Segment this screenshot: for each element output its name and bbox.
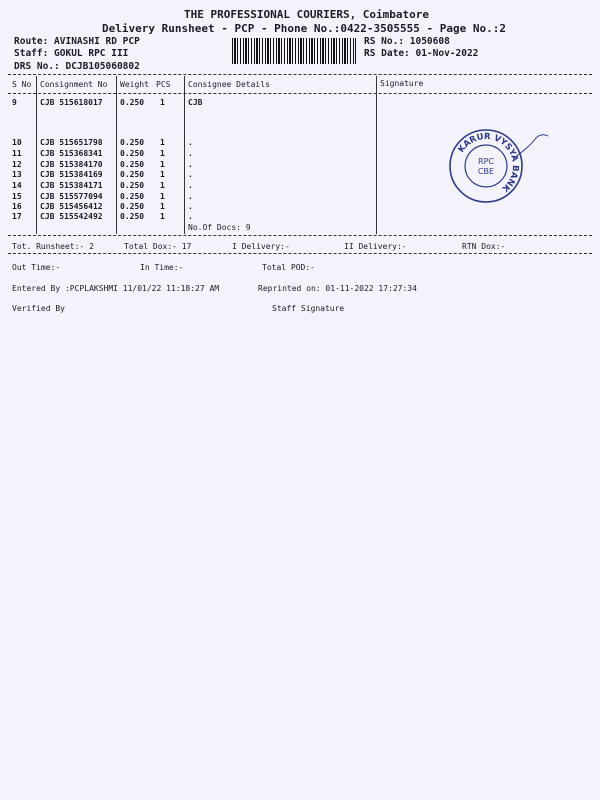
row-sno: 11	[12, 149, 22, 158]
row-weight: 0.250	[120, 181, 145, 190]
rs-number: RS No.: 1050608	[364, 36, 450, 47]
signature-squiggle	[512, 132, 552, 162]
row-pcs: 1	[160, 98, 165, 107]
row-weight: 0.250	[120, 98, 145, 107]
row-details: .	[188, 160, 193, 169]
row-sno: 9	[12, 98, 17, 107]
row-sno: 10	[12, 138, 22, 147]
row-consignment: CJB 515577094	[40, 192, 103, 201]
stamp-line2: CBE	[477, 167, 495, 176]
barcode	[232, 38, 356, 64]
row-details: .	[188, 149, 193, 158]
route-label: Route: AVINASHI RD PCP	[14, 36, 140, 47]
staff-label: Staff: GOKUL RPC III	[14, 48, 129, 59]
row-weight: 0.250	[120, 202, 145, 211]
no-of-docs: No.Of Docs: 9	[188, 223, 251, 232]
row-pcs: 1	[160, 170, 165, 179]
row-pcs: 1	[160, 181, 165, 190]
col-sno: S No	[12, 80, 32, 89]
row-sno: 13	[12, 170, 22, 179]
table-bottom-rule	[8, 235, 592, 236]
company-title: THE PROFESSIONAL COURIERS, Coimbatore	[184, 8, 430, 21]
total-runsheet: Tot. Runsheet:- 2	[12, 242, 94, 251]
row-consignment: CJB 515384171	[40, 181, 103, 190]
row-weight: 0.250	[120, 192, 145, 201]
row-pcs: 1	[160, 212, 165, 221]
col-divider	[36, 76, 37, 234]
row-consignment: CJB 515542492	[40, 212, 103, 221]
row-weight: 0.250	[120, 149, 145, 158]
row-consignment: CJB 515368341	[40, 149, 103, 158]
row-details: .	[188, 138, 193, 147]
entered-by: Entered By :PCPLAKSHMI 11/01/22 11:18:27 AM	[12, 284, 220, 293]
row-pcs: 1	[160, 202, 165, 211]
row-weight: 0.250	[120, 170, 145, 179]
row-pcs: 1	[160, 138, 165, 147]
row-pcs: 1	[160, 149, 165, 158]
row-sno: 15	[12, 192, 22, 201]
row-sno: 14	[12, 181, 22, 190]
row-consignment: CJB 515618017	[40, 98, 103, 107]
i-delivery: I Delivery:-	[232, 242, 290, 251]
drs-number: DRS No.: DCJB105060802	[14, 61, 140, 72]
row-details: .	[188, 170, 193, 179]
col-divider	[116, 76, 117, 234]
col-signature: Signature	[380, 79, 424, 88]
verified-by: Verified By	[12, 304, 65, 313]
col-divider	[376, 76, 377, 234]
table-top-rule	[8, 74, 592, 75]
row-weight: 0.250	[120, 212, 145, 221]
row-consignment: CJB 515384169	[40, 170, 103, 179]
row-sno: 12	[12, 160, 22, 169]
col-consignment: Consignment No	[40, 80, 108, 89]
total-dox: Total Dox:- 17	[124, 242, 192, 251]
runsheet-subtitle: Delivery Runsheet - PCP - Phone No.:0422-3505555 - Page No.:2	[102, 22, 506, 35]
stamp-ring-text: KARUR VYSYA BANK	[456, 131, 521, 194]
row-details: .	[188, 192, 193, 201]
row-consignment: CJB 515651798	[40, 138, 103, 147]
col-weight: Weight	[120, 80, 149, 89]
row-sno: 17	[12, 212, 22, 221]
row-weight: 0.250	[120, 138, 145, 147]
rtn-dox: RTN Dox:-	[462, 242, 506, 251]
row-details: .	[188, 212, 193, 221]
row-pcs: 1	[160, 192, 165, 201]
row-consignment: CJB 515456412	[40, 202, 103, 211]
stamp-line1: RPC	[478, 157, 494, 166]
row-details: .	[188, 181, 193, 190]
row-details: .	[188, 202, 193, 211]
out-time: Out Time:-	[12, 263, 61, 272]
row-details: CJB	[188, 98, 203, 107]
ii-delivery: II Delivery:-	[344, 242, 407, 251]
row-sno: 16	[12, 202, 22, 211]
total-pod: Total POD:-	[262, 263, 315, 272]
reprinted-on: Reprinted on: 01-11-2022 17:27:34	[258, 284, 417, 293]
col-consignee: Consignee Details	[188, 80, 270, 89]
row-weight: 0.250	[120, 160, 145, 169]
col-pcs: PCS	[156, 80, 171, 89]
header-bottom-rule	[8, 93, 592, 94]
totals-rule	[8, 253, 592, 254]
staff-signature: Staff Signature	[272, 304, 345, 313]
rs-date: RS Date: 01-Nov-2022	[364, 48, 479, 59]
col-divider	[184, 76, 185, 234]
in-time: In Time:-	[140, 263, 184, 272]
row-consignment: CJB 515384170	[40, 160, 103, 169]
row-pcs: 1	[160, 160, 165, 169]
